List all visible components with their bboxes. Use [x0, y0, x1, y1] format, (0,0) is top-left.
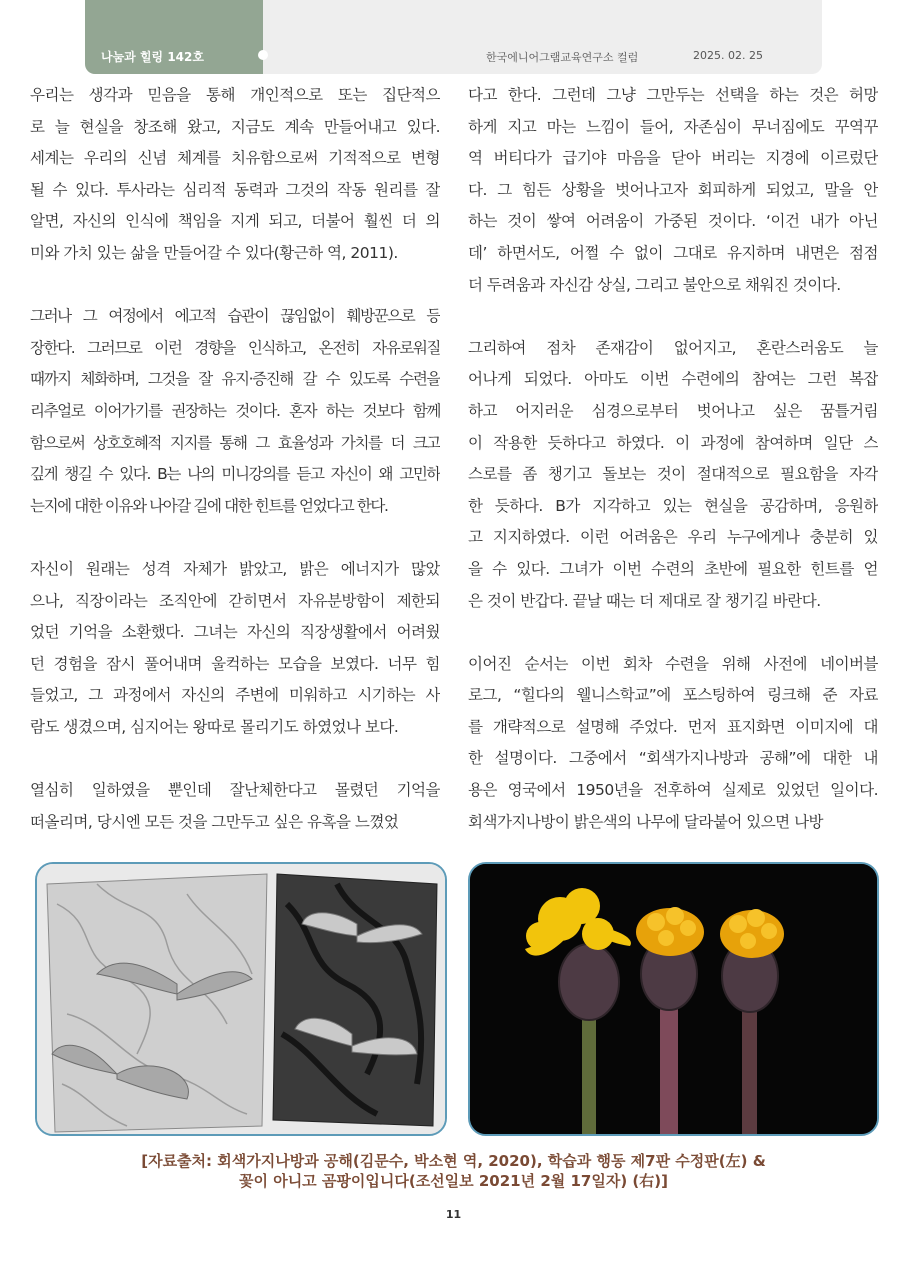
text-line: 하고 어지러운 심경으로부터 벗어나고 싶은 꿈틀거림 — [468, 401, 878, 420]
text-line: 미와 가치 있는 삶을 만들어갈 수 있다(황근하 역, 2011). — [30, 243, 398, 262]
text-line: 용은 영국에서 1950년을 전후하여 실제로 있었던 일이다. — [468, 781, 878, 800]
paragraph-gap — [468, 617, 878, 649]
text-line: 다고 한다. 그런데 그냥 그만두는 선택을 하는 것은 허망 — [468, 86, 878, 104]
right-text-column — [468, 80, 878, 838]
text-line: 데’ 하면서도, 어쩔 수 없이 그대로 유지하며 내면은 점점 — [468, 243, 878, 262]
text-line: 는지에 대한 이유와 나아갈 길에 대한 힌트를 얻었다고 한다. — [30, 496, 388, 515]
text-line: 은 것이 반갑다. 끝날 때는 더 제대로 잘 챙기길 바란다. — [468, 591, 821, 610]
text-line: 그러나 그 여정에서 에고적 습관이 끊임없이 훼방꾼으로 등 — [30, 307, 440, 326]
header-date: 2025. 02. 25 — [693, 49, 763, 62]
text-line: 한 듯하다. B가 지각하고 있는 현실을 공감하며, 응원하 — [468, 496, 878, 515]
text-line: 우리는 생각과 믿음을 통해 개인적으로 또는 집단적으 — [30, 86, 440, 104]
text-line: 그리하여 점차 존재감이 없어지고, 혼란스러움도 늘 — [468, 338, 878, 357]
image-source-caption-line-2: 꽃이 아니고 곰팡이입니다(조선일보 2021년 2월 17일자) (右)] — [239, 1172, 668, 1190]
text-line: 한 설명이다. 그중에서 “회색가지나방과 공해”에 대한 내 — [468, 749, 878, 768]
page-number: 11 — [445, 1208, 462, 1221]
text-line: 때까지 체화하며, 그것을 잘 유지·증진해 갈 수 있도록 수련을 — [30, 370, 440, 389]
text-line: 떠올리며, 당시엔 모든 것을 그만두고 싶은 유혹을 느꼈었 — [30, 812, 399, 831]
paragraph-gap — [30, 270, 440, 302]
text-line: 고 지지하였다. 이런 어려움은 우리 누구에게나 충분히 있 — [468, 528, 878, 547]
text-line: 어나게 되었다. 아마도 이번 수련에의 참여는 그런 복잡 — [468, 370, 878, 389]
paragraph-gap — [468, 301, 878, 333]
text-line: 자신이 원래는 성격 자체가 밝았고, 밝은 에너지가 많았 — [30, 559, 440, 578]
text-line: 던 경험을 잠시 풀어내며 울컥하는 모습을 보였다. 너무 힘 — [30, 654, 440, 673]
text-line: 이어진 순서는 이번 회차 수련을 위해 사전에 네이버블 — [468, 654, 878, 673]
moth-illustration — [37, 864, 445, 1134]
text-line: 열심히 일하였을 뿐인데 잘난체한다고 몰렸던 기억을 — [30, 781, 440, 800]
text-line: 었던 기억을 소환했다. 그녀는 자신의 직장생활에서 어려웠 — [30, 623, 440, 642]
fungus-flower-image — [468, 862, 879, 1136]
paragraph-gap — [30, 743, 440, 775]
paragraph-gap — [30, 522, 440, 554]
moth-image — [35, 862, 447, 1136]
text-line: 장한다. 그러므로 이런 경향을 인식하고, 온전히 자유로워질 — [30, 338, 440, 357]
text-line: 함으로써 상호호혜적 지지를 통해 그 효율성과 가치를 더 크고 — [30, 433, 440, 452]
image-source-caption-line-1: [자료출처: 회색가지나방과 공해(김문수, 박소현 역, 2020), 학습과 행동 제7판 수정판(左) & — [141, 1152, 766, 1170]
text-line: 회색가지나방이 밝은색의 나무에 달라붙어 있으면 나방 — [468, 812, 824, 831]
text-line: 스로를 좀 챙기고 돌보는 것이 절대적으로 필요함을 자각 — [468, 465, 878, 484]
text-line: 하게 지고 마는 느낌이 들어, 자존심이 무너짐에도 꾸역꾸 — [468, 117, 878, 136]
header-section-label: 나눔과 힐링 142호 — [101, 50, 204, 64]
text-line: 깊게 챙길 수 있다. B는 나의 미니강의를 듣고 자신이 왜 고민하 — [30, 465, 440, 484]
text-line: 다. 그 힘든 상황을 벗어나고자 회피하게 되었고, 말을 안 — [468, 180, 878, 199]
text-line: 로 늘 현실을 창조해 왔고, 지금도 계속 만들어내고 있다. — [30, 117, 440, 136]
text-line: 하는 것이 쌓여 어려움이 가중된 것이다. ‘이건 내가 아닌 — [468, 212, 878, 231]
text-line: 으나, 직장이라는 조직안에 갇히면서 자유분방함이 제한되 — [30, 591, 440, 610]
text-line: 를 개략적으로 설명해 주었다. 먼저 표지화면 이미지에 대 — [468, 717, 878, 736]
text-line: 될 수 있다. 투사라는 심리적 동력과 그것의 작동 원리를 잘 — [30, 180, 440, 199]
text-line: 리추얼로 이어가기를 권장하는 것이다. 혼자 하는 것보다 함께 — [30, 401, 440, 420]
text-line: 로그, “힐다의 웰니스학교”에 포스팅하여 링크해 준 자료 — [468, 686, 878, 705]
text-line: 더 두려움과 자신감 상실, 그리고 불안으로 채워진 것이다. — [468, 275, 841, 294]
text-line: 을 수 있다. 그녀가 이번 수련의 초반에 필요한 힌트를 얻 — [468, 559, 878, 578]
text-line: 역 버티다가 급기야 마음을 닫아 버리는 지경에 이르렀단 — [468, 149, 878, 168]
text-line: 알면, 자신의 인식에 책임을 지게 되고, 더불어 훨씬 더 의 — [30, 212, 440, 231]
text-line: 들었고, 그 과정에서 자신의 주변에 미워하고 시기하는 사 — [30, 686, 440, 705]
fungus-flower-illustration — [470, 864, 877, 1134]
header-organization: 한국에니어그램교육연구소 컬럼 — [486, 51, 639, 64]
left-text-column — [30, 80, 440, 838]
text-line: 세계는 우리의 신념 체계를 치유함으로써 기적적으로 변형 — [30, 149, 440, 168]
text-line: 람도 생겼으며, 심지어는 왕따로 몰리기도 하였었나 보다. — [30, 717, 399, 736]
header-dot-icon — [258, 50, 268, 60]
text-line: 이 작용한 듯하다고 하였다. 이 과정에 참여하며 일단 스 — [468, 433, 878, 452]
